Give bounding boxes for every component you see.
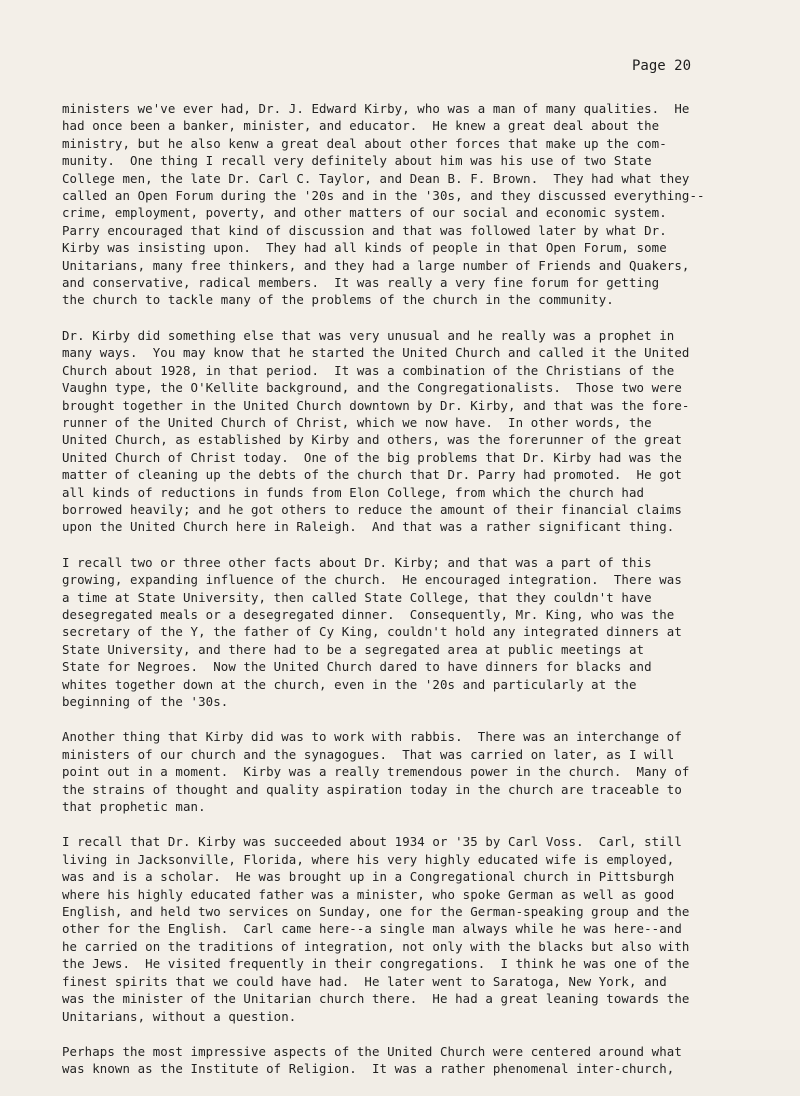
text-line: the Jews. He visited frequently in their congregations. I think he was one of the xyxy=(62,956,690,972)
text-line: was known as the Institute of Religion. It was a rather phenomenal inter-church, xyxy=(62,1061,675,1077)
text-line: runner of the United Church of Christ, which we now have. In other words, the xyxy=(62,414,652,430)
text-line: matter of cleaning up the debts of the church that Dr. Parry had promoted. He got xyxy=(62,467,682,483)
text-line: that prophetic man. xyxy=(62,799,206,815)
text-line: College men, the late Dr. Carl C. Taylor, and Dean B. F. Brown. They had what they xyxy=(62,170,690,186)
text-line: whites together down at the church, even in the '20s and particularly at the xyxy=(62,676,637,692)
text-line: State University, and there had to be a segregated area at public meetings at xyxy=(62,641,645,657)
text-line: Dr. Kirby did something else that was very unusual and he really was a prophet in xyxy=(62,327,675,343)
text-line: living in Jacksonville, Florida, where his very highly educated wife is employed, xyxy=(62,851,675,867)
text-line: Another thing that Kirby did was to work with rabbis. There was an interchange of xyxy=(62,729,682,745)
text-line: he carried on the traditions of integration, not only with the blacks but also with xyxy=(62,938,690,954)
text-line: United Church, as established by Kirby and others, was the forerunner of the great xyxy=(62,432,682,448)
text-line: brought together in the United Church downtown by Dr. Kirby, and that was the fore- xyxy=(62,397,690,413)
text-line: other for the English. Carl came here--a single man always while he was here--and xyxy=(62,921,682,937)
text-line: ministers we've ever had, Dr. J. Edward Kirby, who was a man of many qualities. He xyxy=(62,101,690,116)
paragraph xyxy=(62,100,752,309)
text-line: finest spirits that we could have had. He later went to Saratoga, New York, and xyxy=(62,973,667,989)
text-line: State for Negroes. Now the United Church dared to have dinners for blacks and xyxy=(62,659,652,675)
text-line: and conservative, radical members. It was really a very fine forum for getting xyxy=(62,275,660,291)
text-line: beginning of the '30s. xyxy=(62,694,229,709)
paragraph xyxy=(62,554,752,711)
paragraph xyxy=(62,833,752,1024)
text-line: ministry, but he also kenw a great deal about other forces that make up the com- xyxy=(62,135,667,151)
text-line: a time at State University, then called State College, that they couldn't have xyxy=(62,589,652,605)
page-number: Page 20 xyxy=(632,58,692,74)
text-line: growing, expanding influence of the church. He encouraged integration. There was xyxy=(62,572,682,588)
text-line: Vaughn type, the O'Kellite background, and the Congregationalists. Those two were xyxy=(62,380,682,396)
text-line: ministers of our church and the synagogues. That was carried on later, as I will xyxy=(62,746,675,762)
text-line: the strains of thought and quality aspiration today in the church are traceable to xyxy=(62,781,682,797)
text-line: all kinds of reductions in funds from Elon College, from which the church had xyxy=(62,484,645,500)
text-line: munity. One thing I recall very definitely about him was his use of two State xyxy=(62,153,652,169)
text-line: Unitarians, many free thinkers, and they had a large number of Friends and Quakers, xyxy=(62,257,690,273)
text-line: I recall two or three other facts about Dr. Kirby; and that was a part of this xyxy=(62,554,652,570)
text-line: called an Open Forum during the '20s and in the '30s, and they discussed everything-- xyxy=(62,188,705,204)
text-line: desegregated meals or a desegregated dinner. Consequently, Mr. King, who was the xyxy=(62,606,675,622)
text-line: was and is a scholar. He was brought up in a Congregational church in Pittsburgh xyxy=(62,869,675,885)
paragraph xyxy=(62,728,752,815)
text-line: secretary of the Y, the father of Cy King, couldn't hold any integrated dinners at xyxy=(62,624,682,640)
text-line: United Church of Christ today. One of the big problems that Dr. Kirby had was the xyxy=(62,449,682,465)
text-line: English, and held two services on Sunday, one for the German-speaking group and the xyxy=(62,904,690,920)
text-line: Unitarians, without a question. xyxy=(62,1008,297,1024)
text-line: borrowed heavily; and he got others to reduce the amount of their financial claims xyxy=(62,501,682,517)
text-line: point out in a moment. Kirby was a really tremendous power in the church. Many of xyxy=(62,764,690,780)
text-line: Kirby was insisting upon. They had all kinds of people in that Open Forum, some xyxy=(62,240,667,256)
text-line: Perhaps the most impressive aspects of the United Church were centered around what xyxy=(62,1043,682,1059)
text-line: many ways. You may know that he started the United Church and called it the United xyxy=(62,345,690,361)
text-line: was the minister of the Unitarian church there. He had a great leaning towards the xyxy=(62,991,690,1007)
text-line: Church about 1928, in that period. It was a combination of the Christians of the xyxy=(62,362,675,378)
text-line: had once been a banker, minister, and educator. He knew a great deal about the xyxy=(62,118,660,134)
text-line: I recall that Dr. Kirby was succeeded about 1934 or '35 by Carl Voss. Carl, still xyxy=(62,834,682,850)
document-body xyxy=(62,100,752,1096)
text-line: crime, employment, poverty, and other matters of our social and economic system. xyxy=(62,205,667,221)
paragraph xyxy=(62,327,752,536)
text-line: the church to tackle many of the problems of the church in the community. xyxy=(62,292,614,308)
text-line: Parry encouraged that kind of discussion and that was followed later by what Dr. xyxy=(62,222,667,238)
text-line: upon the United Church here in Raleigh. And that was a rather significant thing. xyxy=(62,519,675,535)
text-line: where his highly educated father was a minister, who spoke German as well as good xyxy=(62,886,675,902)
paragraph xyxy=(62,1043,752,1078)
